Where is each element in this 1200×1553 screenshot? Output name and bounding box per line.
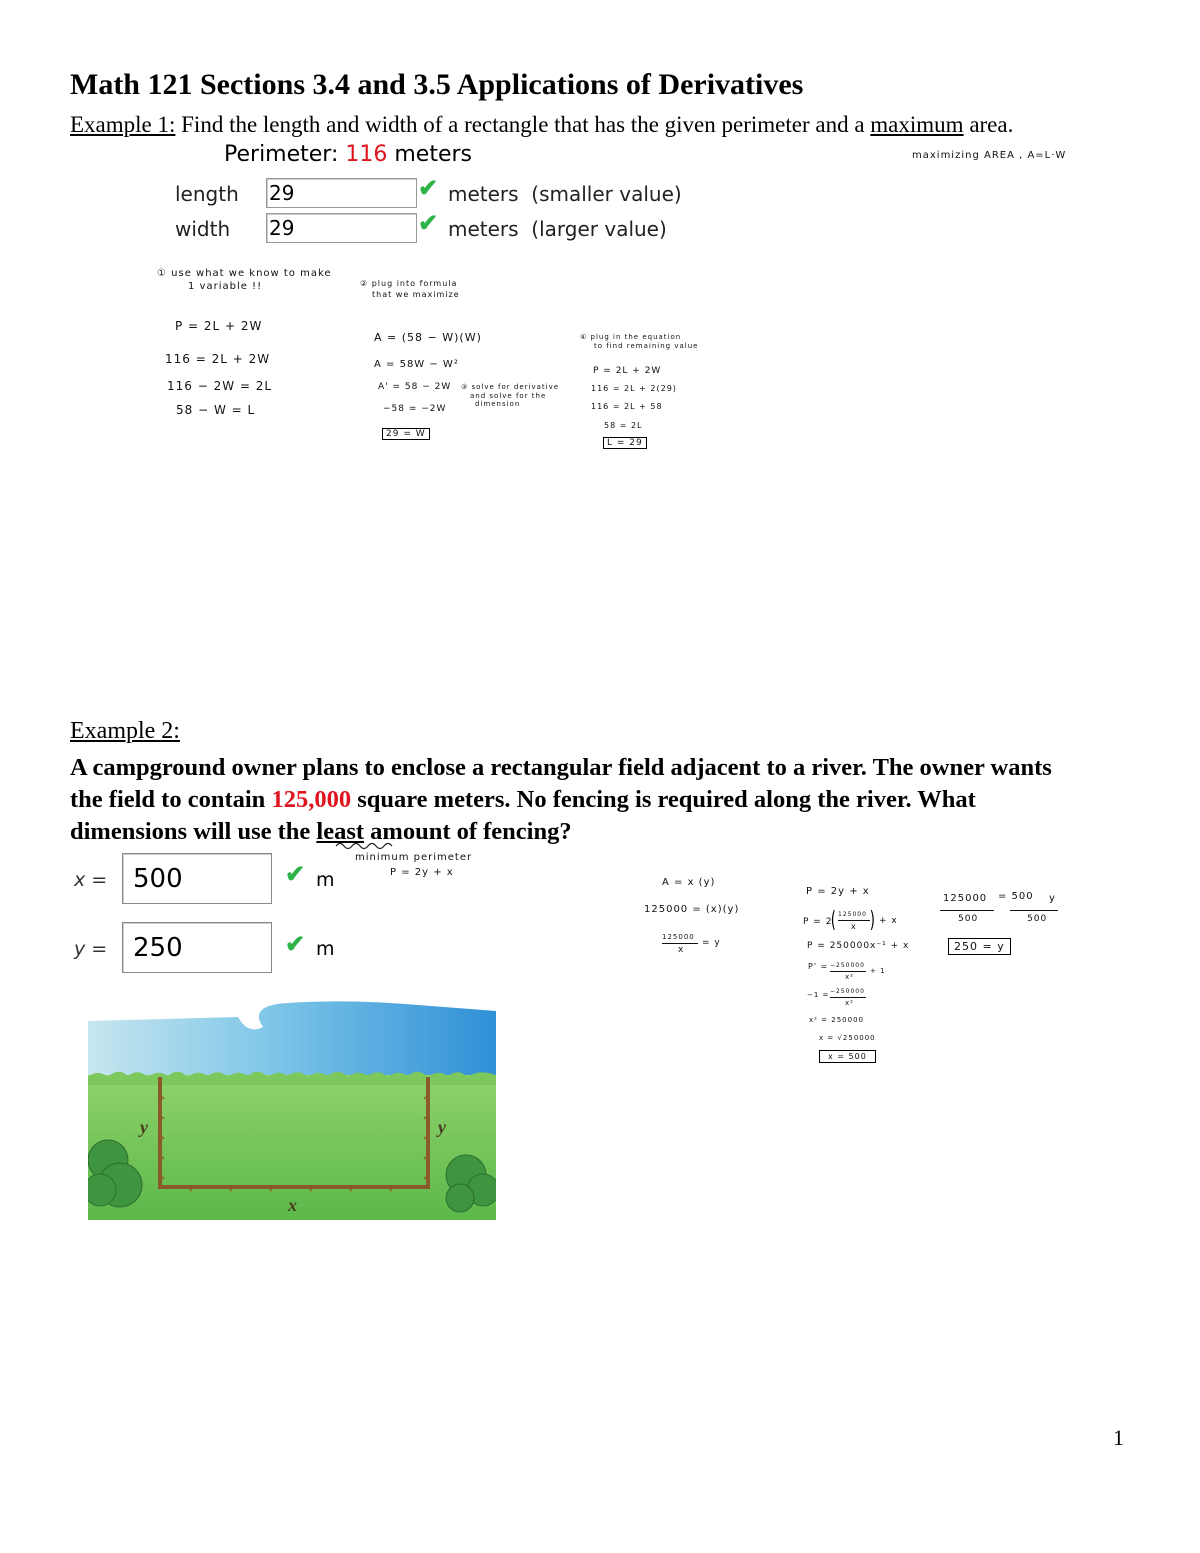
example2-label: Example 2:	[70, 718, 180, 744]
example1-label: Example 1:	[70, 112, 176, 137]
example2-line1: A campground owner plans to enclose a rectangular field adjacent to a river. The owner wants	[70, 754, 1052, 781]
note-b2-lhs: P = 2	[803, 917, 833, 927]
note-b8-boxed: x = 500	[819, 1050, 876, 1063]
note-step3-c: dimension	[475, 400, 521, 408]
note-eq4: 58 − W = L	[176, 403, 256, 417]
note-c1-bar-right	[1010, 910, 1058, 911]
width-input[interactable]: 29	[266, 213, 417, 243]
y-check-icon: ✔	[285, 932, 306, 958]
note-a3-den: x	[678, 945, 685, 955]
note-step3-a: ③ solve for derivative	[461, 383, 560, 391]
x-input[interactable]: 500	[122, 853, 272, 904]
note-b2-bar	[838, 920, 870, 921]
diagram-y-right: y	[438, 1117, 446, 1137]
length-label: length	[175, 182, 239, 206]
perimeter-line	[224, 142, 472, 167]
note-eq5: A = (58 − W)(W)	[374, 331, 482, 344]
note-b2-paren-close: )	[869, 908, 875, 933]
note-a2: 125000 = (x)(y)	[644, 904, 740, 915]
note-b5-num: −250000	[830, 988, 865, 995]
note-step2-a: ② plug into formula	[360, 279, 458, 288]
length-input[interactable]: 29	[266, 178, 417, 208]
width-check-icon: ✔	[418, 211, 439, 237]
note-b4-lhs: P' =	[808, 962, 829, 971]
note-b4-den: x²	[845, 973, 854, 981]
area-value: 125,000	[271, 786, 352, 813]
page-number: 1	[1113, 1425, 1124, 1450]
note-min-perimeter: minimum perimeter	[355, 852, 473, 863]
note-step1-b: 1 variable !!	[188, 281, 263, 292]
note-c1-num: 125000	[943, 893, 988, 904]
note-eq2: 116 = 2L + 2W	[165, 352, 271, 366]
note-b6: x² = 250000	[809, 1016, 864, 1024]
example1-text-b: area.	[969, 112, 1014, 137]
example2-line2: the field to contain 125,000 square meters. No fencing is required along the river. What	[70, 786, 976, 813]
note-c1-mid: = 500	[998, 891, 1034, 902]
perimeter-label: Perimeter:	[224, 142, 339, 167]
note-eq8: −58 = −2W	[383, 404, 447, 414]
example2-paragraph	[70, 752, 1130, 848]
example1-text-a: Find the length and width of a rectangle that has the given perimeter and a	[181, 112, 865, 137]
note-eq3: 116 − 2W = 2L	[167, 379, 273, 393]
note-a3-rhs: = y	[702, 938, 721, 948]
note-b1: P = 2y + x	[806, 886, 870, 897]
x-check-icon: ✔	[285, 862, 306, 888]
field-illustration	[88, 995, 496, 1220]
example1-prompt	[70, 112, 1013, 138]
note-c2-boxed: 250 = y	[948, 938, 1011, 955]
perimeter-unit: meters	[394, 142, 473, 167]
note-c1-den-left: 500	[958, 914, 979, 924]
length-check-icon: ✔	[418, 176, 439, 202]
note-eq9-boxed: 29 = W	[382, 428, 430, 440]
note-step1-a: ① use what we know to make	[157, 268, 332, 279]
note-eq7: A' = 58 − 2W	[378, 382, 452, 392]
perimeter-value: 116	[345, 142, 388, 167]
note-eq14-boxed: L = 29	[603, 437, 647, 449]
note-eq12: 116 = 2L + 58	[591, 402, 663, 411]
width-label: width	[175, 217, 231, 241]
note-b4-num: −250000	[830, 962, 865, 969]
x-unit: m	[316, 869, 335, 891]
diagram-x: x	[288, 1195, 297, 1215]
note-step2-b: that we maximize	[372, 290, 460, 299]
note-a3-num: 125000	[662, 933, 695, 941]
length-unit: meters (smaller value)	[448, 182, 682, 206]
note-b5-den: x²	[845, 999, 854, 1007]
least-word: least	[316, 818, 365, 845]
note-a3-bar	[662, 943, 698, 944]
note-maximizing-area: maximizing AREA , A=L·W	[912, 150, 1067, 161]
note-step4-a: ④ plug in the equation	[580, 333, 682, 341]
y-label: y =	[74, 938, 108, 960]
note-eq13: 58 = 2L	[604, 421, 643, 430]
note-b5-bar	[830, 997, 866, 998]
note-b4-rhs: + 1	[870, 967, 886, 975]
note-b4-bar	[830, 971, 866, 972]
note-b5-lhs: −1 =	[807, 991, 830, 999]
width-unit: meters (larger value)	[448, 217, 667, 241]
note-eq11: 116 = 2L + 2(29)	[591, 384, 677, 393]
note-step4-b: to find remaining value	[594, 342, 699, 350]
y-input[interactable]: 250	[122, 922, 272, 973]
note-eq1: P = 2L + 2W	[175, 319, 263, 333]
note-b3: P = 250000x⁻¹ + x	[807, 941, 910, 951]
example2-line3: dimensions will use the least amount of fencing?	[70, 818, 572, 845]
note-eq10: P = 2L + 2W	[593, 366, 662, 376]
squiggle-annotation	[334, 840, 394, 850]
x-label: x =	[74, 869, 108, 891]
note-eq6: A = 58W − W²	[374, 359, 459, 370]
note-a1: A = x (y)	[662, 877, 716, 888]
note-b7: x = √250000	[819, 1034, 876, 1042]
note-b2-den: x	[851, 922, 857, 931]
diagram-y-left: y	[140, 1117, 148, 1137]
note-c1-den-right: 500	[1027, 914, 1048, 924]
note-b2-paren-open: (	[830, 908, 836, 933]
y-unit: m	[316, 938, 335, 960]
note-b2-rhs: + x	[879, 916, 898, 926]
note-b2-num: 125000	[838, 911, 867, 918]
note-c1-y: y	[1049, 893, 1056, 904]
example1-text-maximum: maximum	[870, 112, 964, 137]
note-step3-b: and solve for the	[470, 392, 547, 400]
page-title: Math 121 Sections 3.4 and 3.5 Applications of Derivatives	[70, 68, 804, 101]
note-min-perimeter-eq: P = 2y + x	[390, 867, 454, 878]
note-c1-bar-left	[940, 910, 994, 911]
